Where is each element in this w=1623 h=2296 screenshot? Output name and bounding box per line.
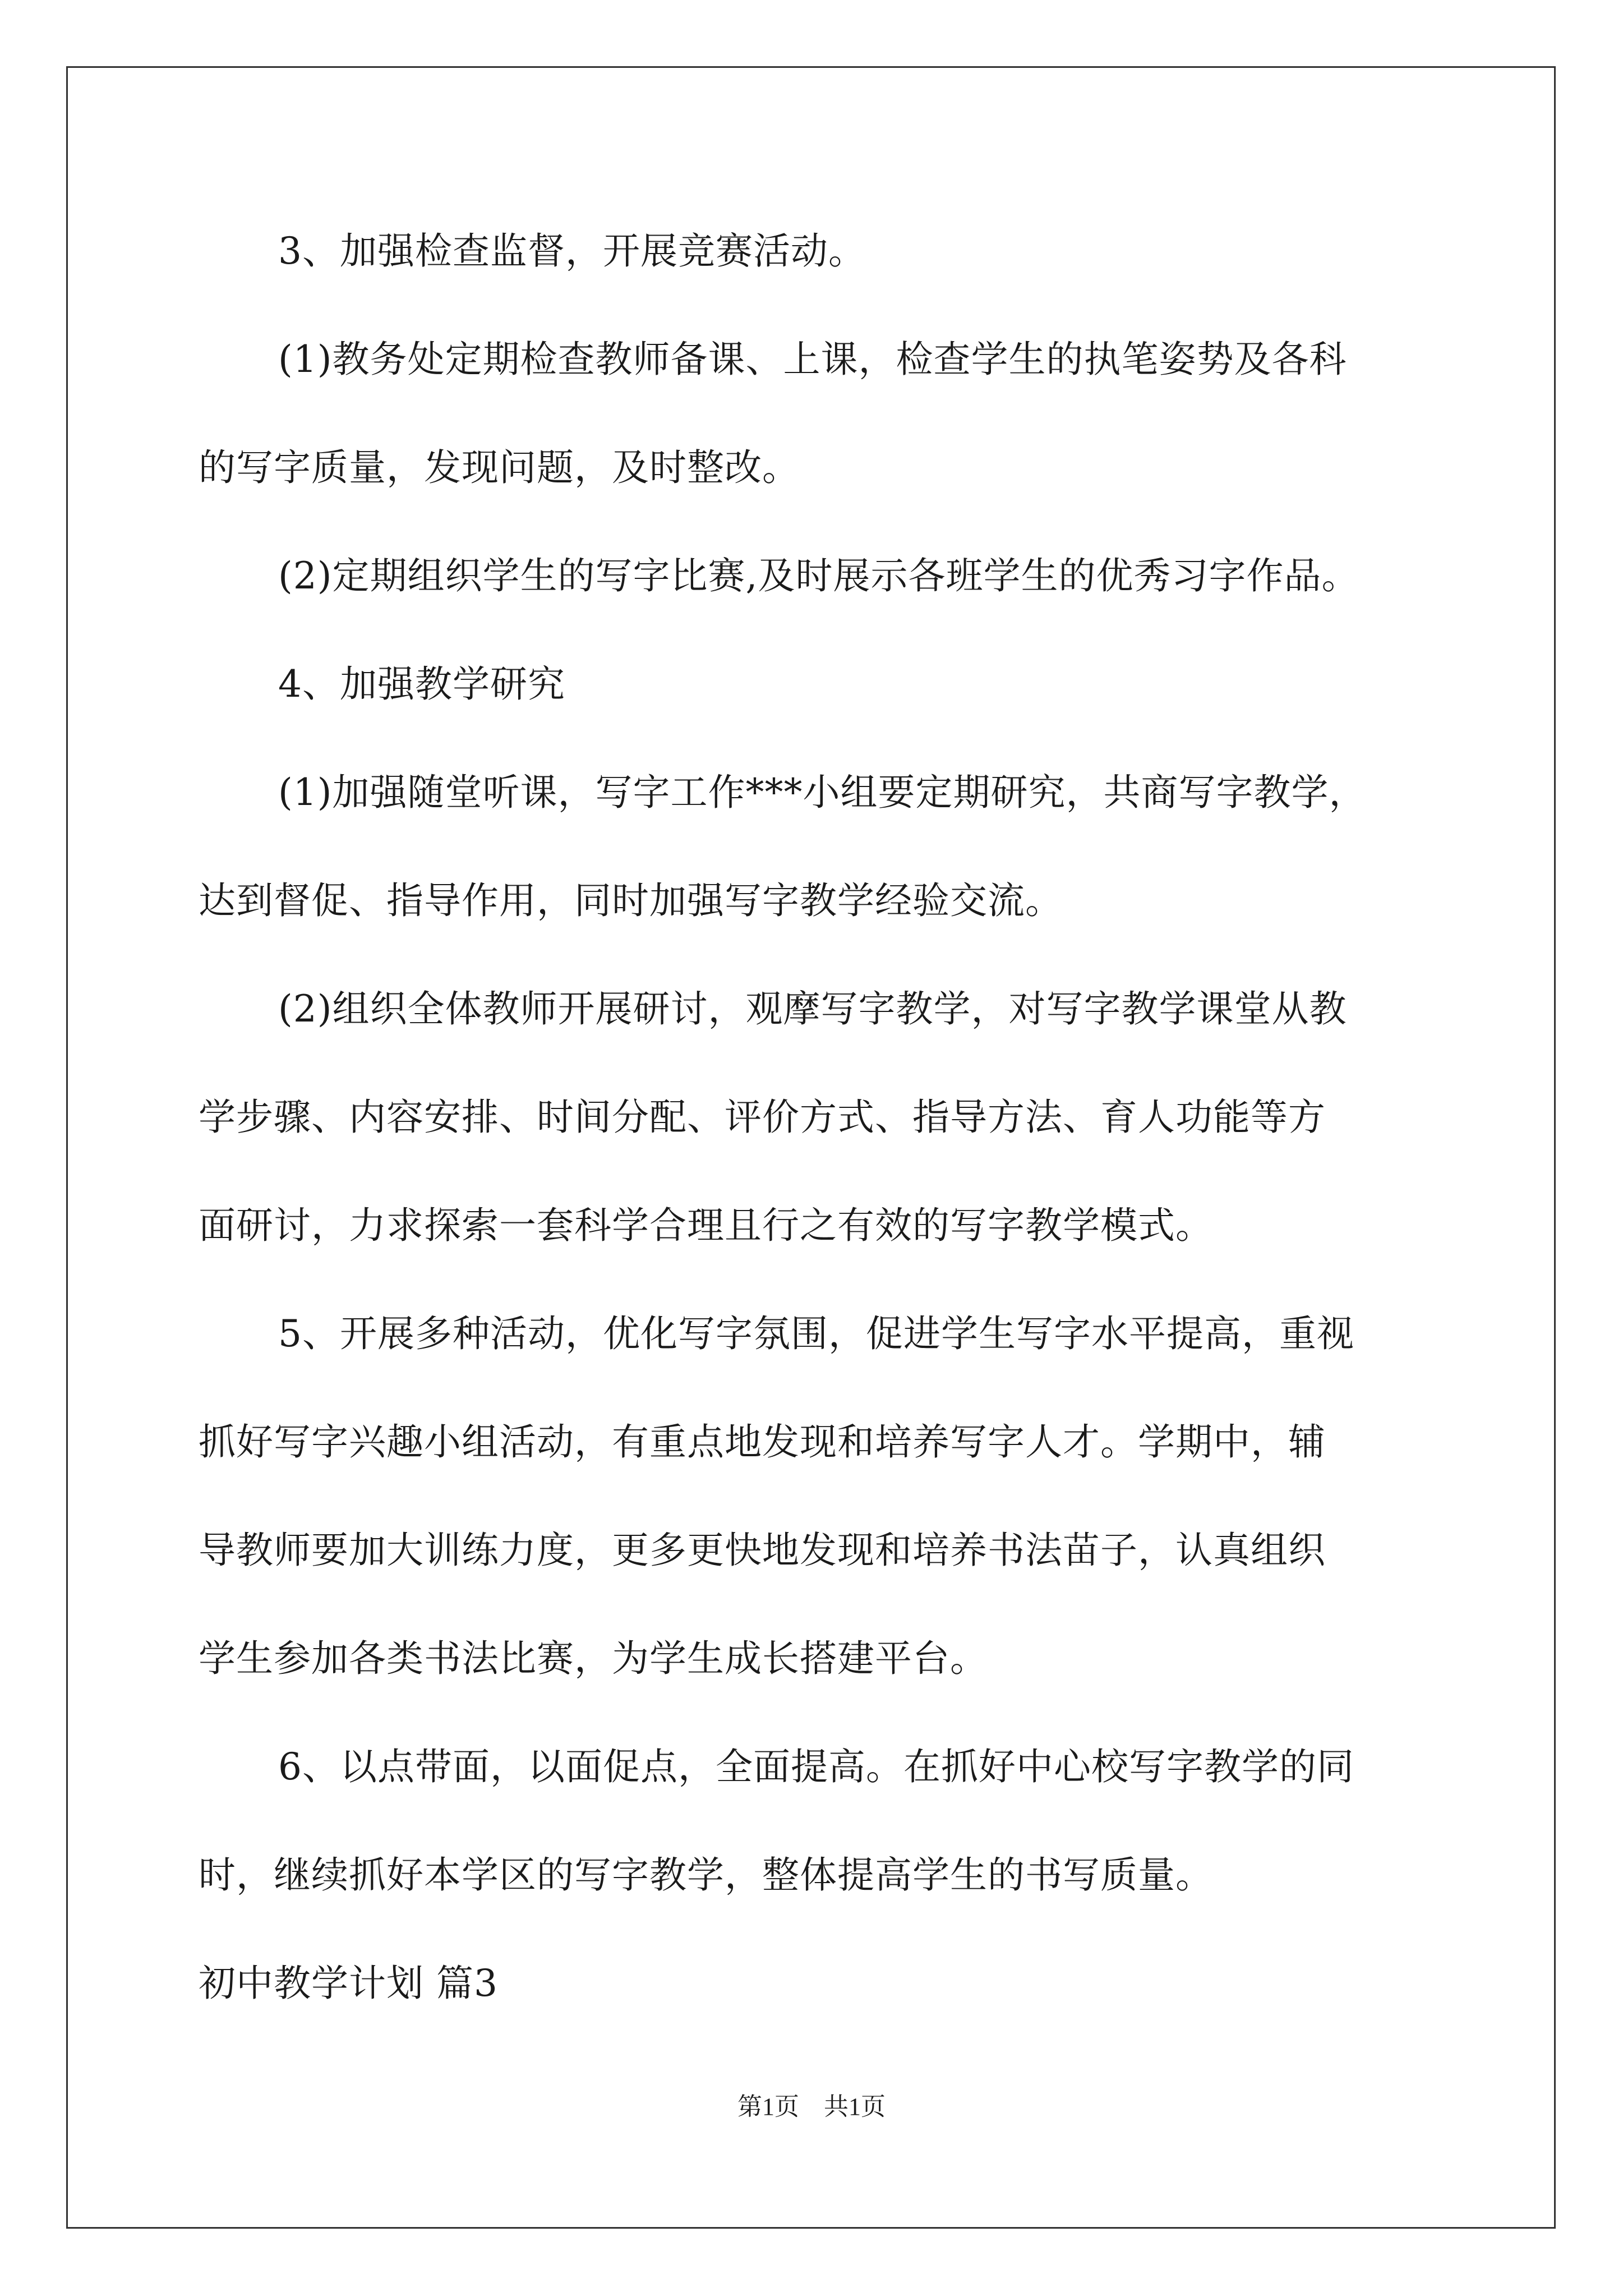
- paragraph-line: 学步骤、内容安排、时间分配、评价方式、指导方法、育人功能等方: [199, 1096, 1326, 1139]
- section-title: 初中教学计划 篇3: [199, 1962, 498, 2005]
- paragraph-line: 抓好写字兴趣小组活动，有重点地发现和培养写字人才。学期中，辅: [199, 1420, 1326, 1464]
- paragraph-line: (2)组织全体教师开展研讨，观摩写字教学，对写字教学课堂从教: [278, 987, 1347, 1030]
- paragraph-line: 达到督促、指导作用，同时加强写字教学经验交流。: [199, 879, 1063, 922]
- paragraph-line: 3、加强检查监督，开展竞赛活动。: [278, 229, 866, 273]
- paragraph-line: 学生参加各类书法比赛，为学生成长搭建平台。: [199, 1637, 988, 1680]
- paragraph-line: 5、开展多种活动，优化写字氛围，促进学生写字水平提高，重视: [278, 1312, 1354, 1355]
- paragraph-line: 面研讨，力求探索一套科学合理且行之有效的写字教学模式。: [199, 1204, 1213, 1247]
- paragraph-line: (1)加强随堂听课，写字工作***小组要定期研究，共商写字教学，: [278, 771, 1367, 814]
- paragraph-line: (1)教务处定期检查教师备课、上课，检查学生的执笔姿势及各科: [278, 338, 1347, 381]
- paragraph-line: 的写字质量，发现问题，及时整改。: [199, 446, 800, 489]
- page-frame: [66, 66, 1556, 2229]
- page-footer: 第1页 共1页: [737, 2093, 886, 2120]
- paragraph-line: 6、以点带面，以面促点，全面提高。在抓好中心校写字教学的同: [278, 1745, 1354, 1788]
- paragraph-line: 时，继续抓好本学区的写字教学，整体提高学生的书写质量。: [199, 1853, 1213, 1897]
- section-heading: 4、加强教学研究: [278, 662, 565, 706]
- paragraph-line: (2)定期组织学生的写字比赛,及时展示各班学生的优秀习字作品。: [278, 554, 1359, 597]
- paragraph-line: 导教师要加大训练力度，更多更快地发现和培养书法苗子，认真组织: [199, 1529, 1326, 1572]
